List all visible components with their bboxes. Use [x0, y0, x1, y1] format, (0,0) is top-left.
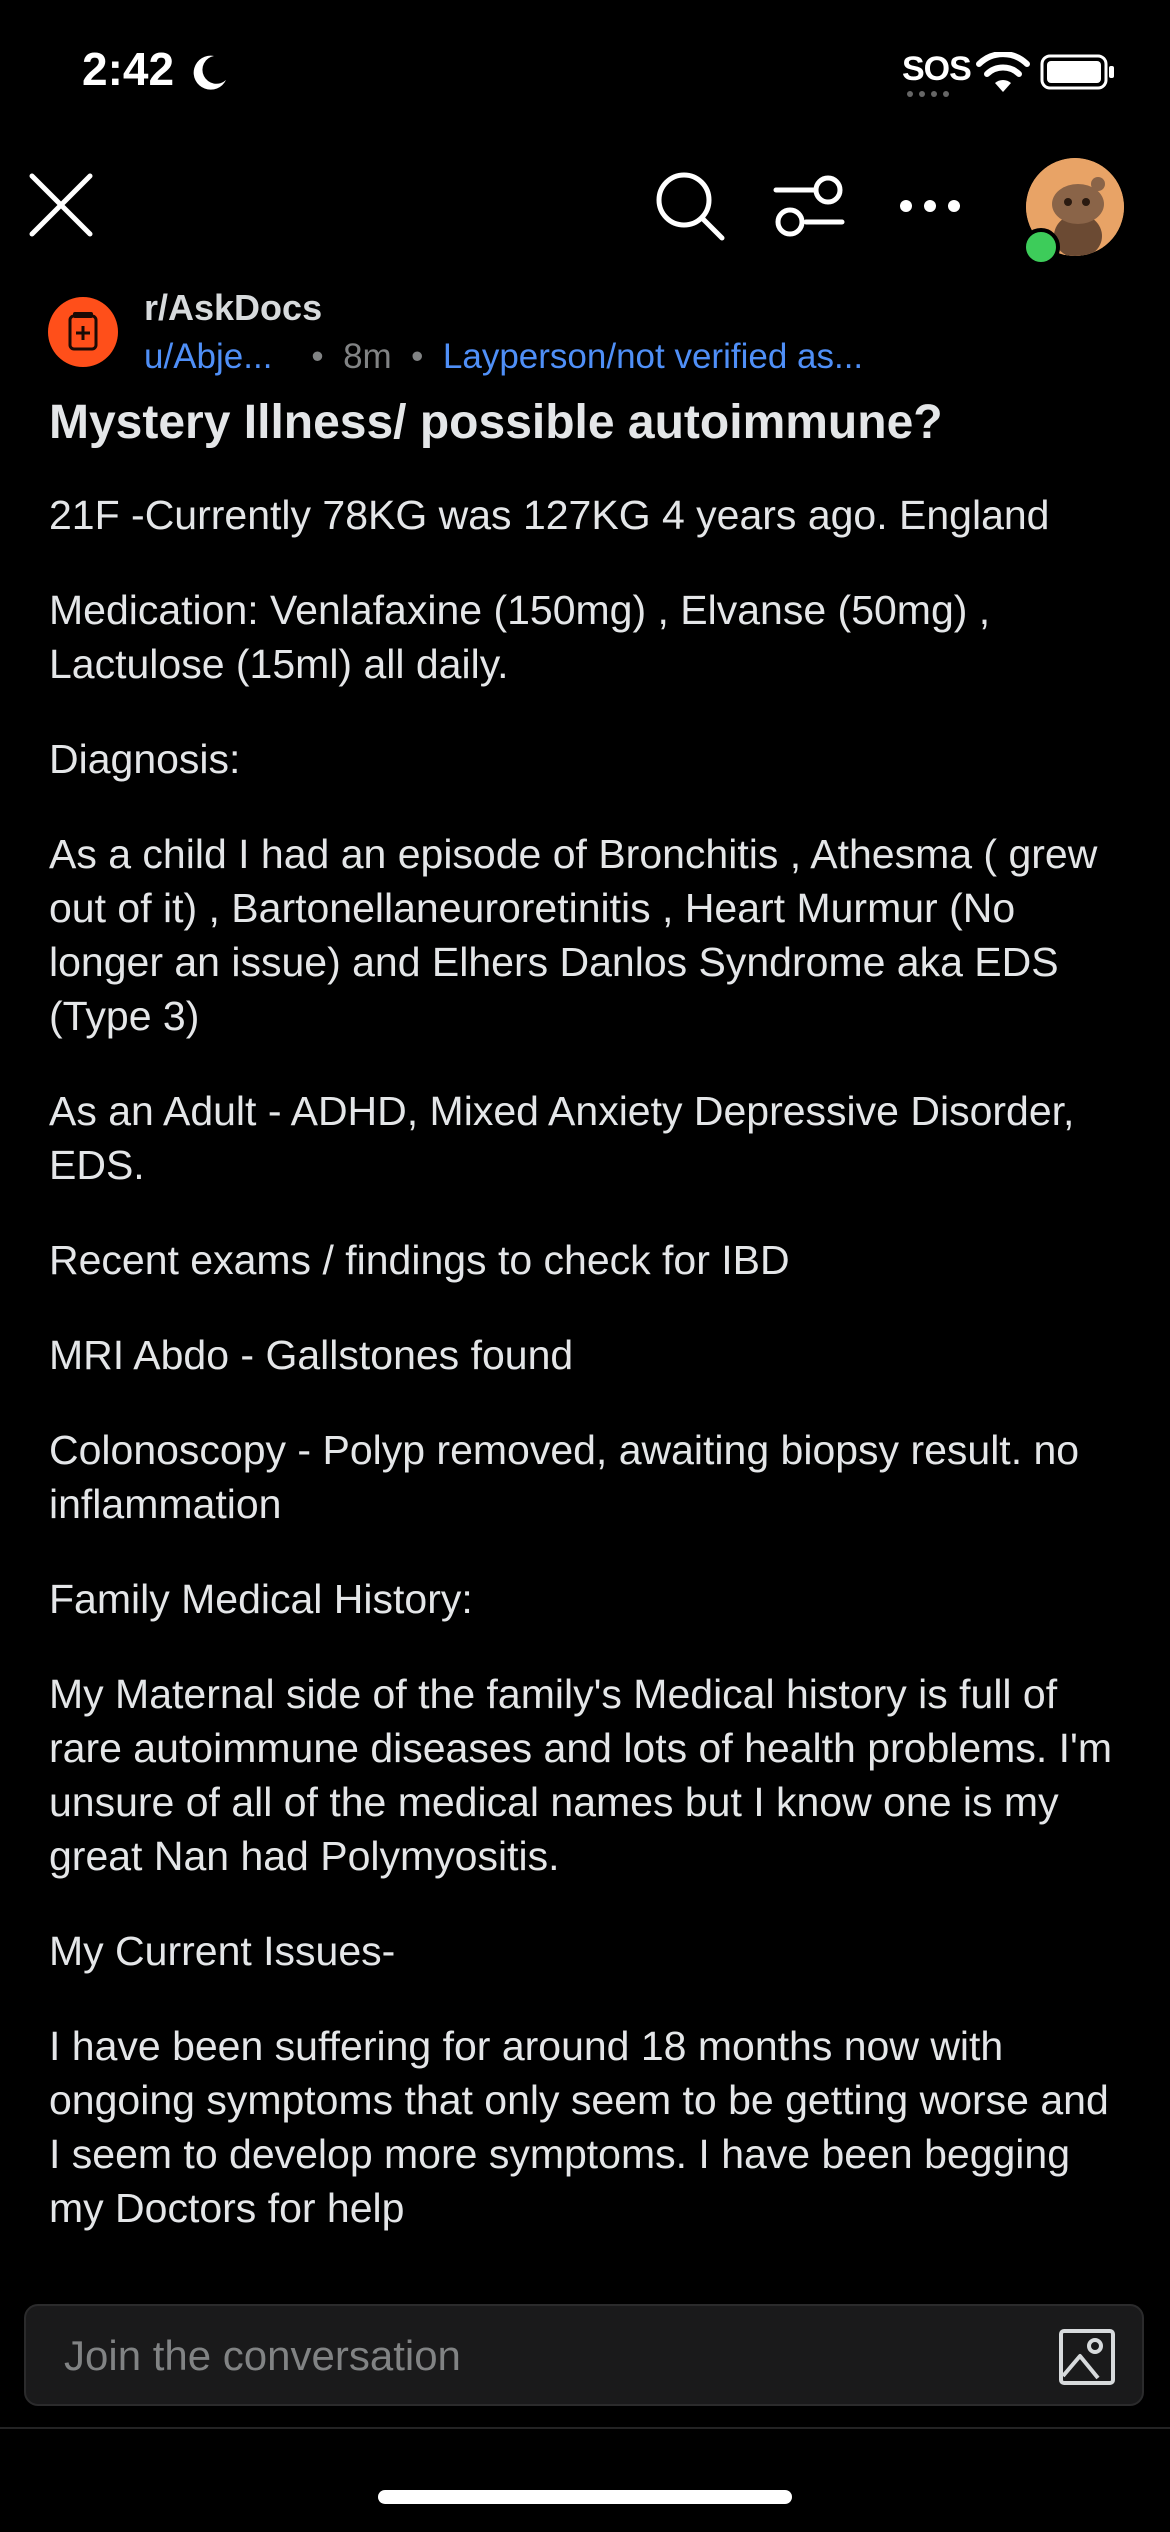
post-paragraph: As a child I had an episode of Bronchitis , Athesma ( grew out of it) , Bartonellaneuroretinitis , Heart Murmur (No longer an issue) and Elhers Danlos Syndrome aka EDS (Type 3) [49, 831, 1098, 1039]
image-upload-icon[interactable] [1058, 2328, 1116, 2386]
post-meta [144, 337, 863, 377]
post-paragraph: My Current Issues- [49, 1928, 396, 1974]
post-title: Mystery Illness/ possible autoimmune? [49, 396, 943, 449]
search-icon[interactable] [652, 168, 726, 242]
post-paragraph: My Maternal side of the family's Medical history is full of rare autoimmune diseases and lots of health problems. I'm unsure of all of the medical names but I know one is my great Nan had Polymyositis. [49, 1671, 1112, 1879]
post-paragraph: Family Medical History: [49, 1576, 473, 1622]
meta-separator: • [311, 337, 324, 376]
close-icon[interactable] [28, 172, 94, 238]
signal-dots-icon [906, 90, 954, 98]
post-paragraph: I have been suffering for around 18 months now with ongoing symptoms that only seem to be getting worse and I seem to develop more symptoms. I have been begging my Doctors for help [49, 2023, 1109, 2231]
home-indicator[interactable] [378, 2490, 792, 2504]
online-status-dot [1022, 228, 1060, 266]
medicine-bottle-icon [48, 297, 118, 367]
more-icon[interactable] [898, 190, 962, 222]
sos-indicator: SOS [902, 50, 971, 88]
status-bar [0, 0, 1170, 150]
battery-icon [1040, 54, 1116, 90]
meta-separator: • [411, 337, 424, 376]
author-link[interactable]: u/Abje... [144, 337, 273, 376]
status-time: 2:42 [82, 43, 175, 95]
comment-placeholder: Join the conversation [64, 2332, 461, 2379]
wifi-icon [975, 52, 1031, 94]
post-paragraph: Diagnosis: [49, 736, 241, 782]
post-time: 8m [343, 337, 392, 376]
subreddit-name[interactable]: r/AskDocs [144, 287, 323, 328]
post-paragraph: Colonoscopy - Polyp removed, awaiting biopsy result. no inflammation [49, 1427, 1080, 1527]
post-paragraph: Recent exams / findings to check for IBD [49, 1237, 790, 1283]
comment-input[interactable] [24, 2304, 1144, 2406]
post-paragraph: MRI Abdo - Gallstones found [49, 1332, 574, 1378]
bottom-divider [0, 2427, 1170, 2429]
post-body [49, 488, 1129, 2260]
user-flair[interactable]: Layperson/not verified as... [442, 337, 864, 376]
filter-icon[interactable] [772, 172, 846, 240]
subreddit-icon[interactable] [48, 297, 118, 367]
post-paragraph: Medication: Venlafaxine (150mg) , Elvanse (50mg) , Lactulose (15ml) all daily. [49, 587, 991, 687]
post-paragraph: 21F -Currently 78KG was 127KG 4 years ago. England [49, 492, 1050, 538]
moon-icon [190, 52, 230, 92]
post-paragraph: As an Adult - ADHD, Mixed Anxiety Depressive Disorder, EDS. [49, 1088, 1075, 1188]
